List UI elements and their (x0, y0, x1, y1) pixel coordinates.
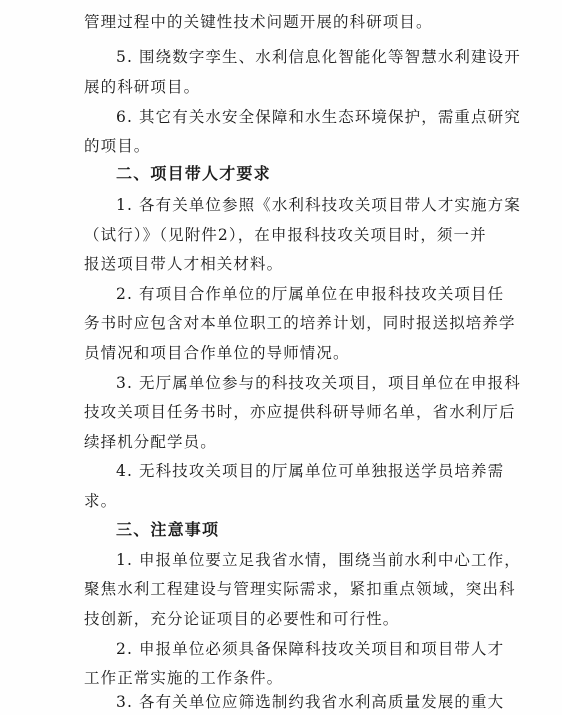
section-heading-2: 二、项目带人才要求 (116, 164, 271, 183)
list-item-1: 1. 各有关单位参照《水利科技攻关项目带人才实施方案 (116, 196, 521, 214)
body-text-line: 报送项目带人才相关材料。 (84, 255, 284, 273)
body-text-line: 技创新，充分论证项目的必要性和可行性。 (84, 610, 400, 628)
body-text-line: 技攻关项目任务书时，亦应提供科研导师名单，省水利厅后 (84, 403, 516, 421)
body-text-line: 续择机分配学员。 (84, 433, 217, 451)
list-item-1: 1. 申报单位要立足我省水情，围绕当前水利中心工作， (116, 551, 521, 569)
body-text-line: 员情况和项目合作单位的导师情况。 (84, 344, 350, 362)
body-text-line: 的项目。 (84, 137, 151, 155)
body-text-line: 展的科研项目。 (84, 78, 201, 96)
body-text-line: （试行）》（见附件2），在申报科技攻关项目时，须一并 (84, 226, 487, 244)
list-item-6: 6. 其它有关水安全保障和水生态环境保护，需重点研究 (116, 108, 521, 126)
body-text-line: 务书时应包含对本单位职工的培养计划，同时报送拟培养学 (84, 314, 516, 332)
list-item-5: 5. 围绕数字孪生、水利信息化智能化等智慧水利建设开 (116, 48, 521, 66)
list-item-3: 3. 各有关单位应筛选制约我省水利高质量发展的重大 (116, 693, 505, 711)
body-text-line: 管理过程中的关键性技术问题开展的科研项目。 (84, 13, 433, 31)
body-text-line: 聚焦水利工程建设与管理实际需求，紧扣重点领域，突出科 (84, 580, 516, 598)
body-text-line: 求。 (84, 492, 118, 510)
list-item-4: 4. 无科技攻关项目的厅属单位可单独报送学员培养需 (116, 462, 505, 480)
list-item-3: 3. 无厅属单位参与的科技攻关项目，项目单位在申报科 (116, 374, 521, 392)
section-heading-3: 三、注意事项 (116, 520, 220, 539)
list-item-2: 2. 申报单位必须具备保障科技攻关项目和项目带人才 (116, 640, 505, 658)
list-item-2: 2. 有项目合作单位的厅属单位在申报科技攻关项目任 (116, 285, 505, 303)
body-text-line: 工作正常实施的工作条件。 (84, 669, 284, 687)
